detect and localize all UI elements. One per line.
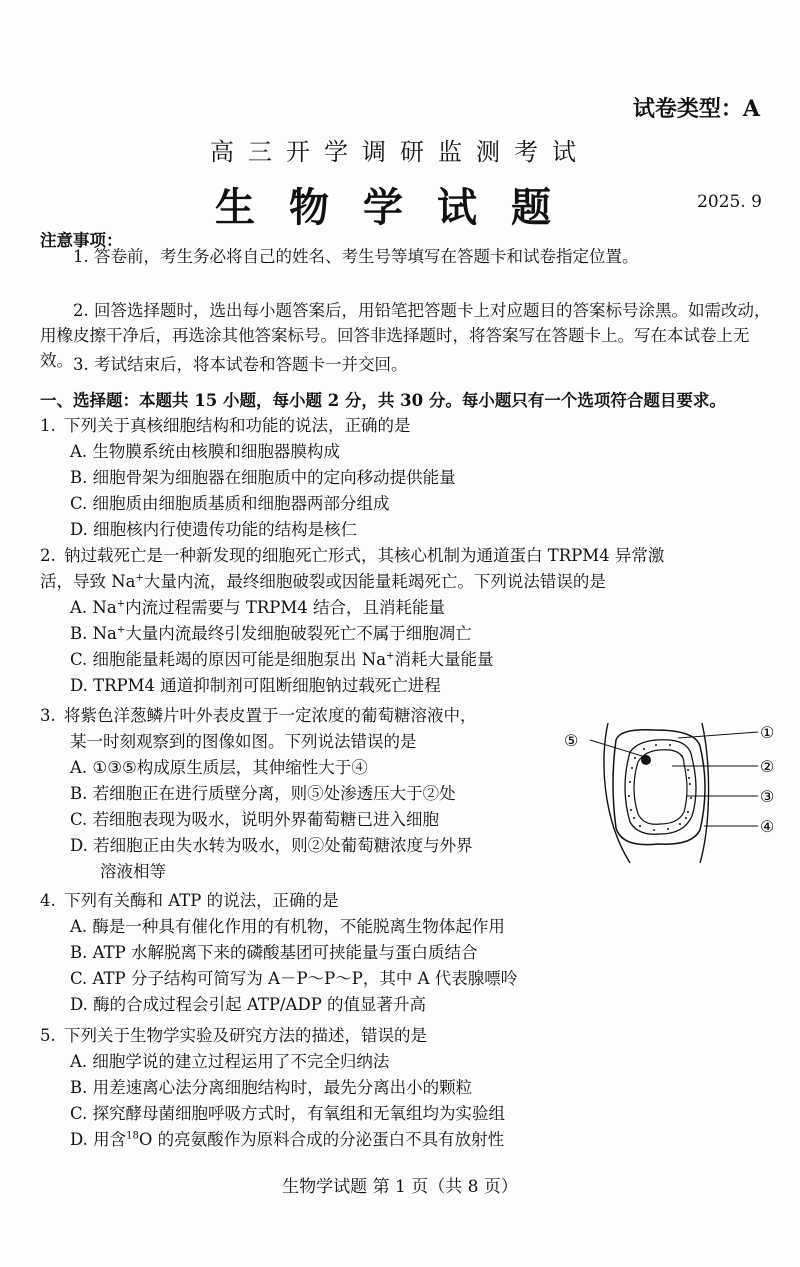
question-stem-line1: 将紫色洋葱鳞片叶外表皮置于一定浓度的葡萄糖溶液中， bbox=[64, 706, 477, 725]
question-stem: 下列关于生物学实验及研究方法的描述，错误的是 bbox=[64, 1026, 427, 1045]
q1-option-c: C. 细胞质由细胞质基质和细胞器两部分组成 bbox=[70, 494, 390, 513]
label-3: ③ bbox=[760, 787, 775, 806]
question-4 bbox=[40, 887, 785, 911]
q4-option-c: C. ATP 分子结构可简写为 A－P～P～P，其中 A 代表腺嘌呤 bbox=[70, 969, 518, 988]
q3-option-a: A. ①③⑤构成原生质层，其伸缩性大于④ bbox=[70, 758, 368, 777]
notice-item-1: 1. 答卷前，考生务必将自己的姓名、考生号等填写在答题卡和试卷指定位置。 bbox=[73, 247, 639, 266]
q1-option-b: B. 细胞骨架为细胞器在细胞质中的定向移动提供能量 bbox=[70, 468, 456, 487]
q1-option-a: A. 生物膜系统由核膜和细胞器膜构成 bbox=[70, 442, 340, 461]
question-3-line2: 某一时刻观察到的图像如图。下列说法错误的是 bbox=[70, 732, 417, 751]
cell-wall bbox=[613, 730, 705, 845]
paper-type-label: 试卷类型：A bbox=[632, 96, 760, 122]
page-footer: 生物学试题 第 1 页（共 8 页） bbox=[282, 1177, 518, 1197]
q5-option-d: D. 用含$^{18}$O 的亮氨酸作为原料合成的分泌蛋白不具有放射性 bbox=[70, 1130, 505, 1149]
q3-option-b: B. 若细胞正在进行质壁分离，则⑤处渗透压大于②处 bbox=[70, 784, 456, 803]
q5-option-a: A. 细胞学说的建立过程运用了不完全归纳法 bbox=[70, 1052, 390, 1071]
question-number: 4. bbox=[40, 891, 56, 910]
question-1 bbox=[40, 412, 785, 436]
question-number: 5. bbox=[40, 1026, 56, 1045]
subject-title: 生物学试题 bbox=[215, 184, 585, 231]
q4-option-d: D. 酶的合成过程会引起 ATP/ADP 的值显著升高 bbox=[70, 995, 427, 1014]
question-5 bbox=[40, 1022, 785, 1046]
q2-option-c: C. 细胞能量耗竭的原因可能是细胞泵出 Na+消耗大量能量 bbox=[70, 650, 494, 669]
q2-option-d: D. TRPM4 通道抑制剂可阻断细胞钠过载死亡进程 bbox=[70, 676, 441, 695]
q5-option-c: C. 探究酵母菌细胞呼吸方式时，有氧组和无氧组均为实验组 bbox=[70, 1104, 506, 1123]
notice-item-3: 3. 考试结束后，将本试卷和答题卡一并交回。 bbox=[73, 355, 408, 374]
question-2 bbox=[40, 542, 785, 566]
question-number: 3. bbox=[40, 706, 56, 725]
neighbor-cell-wall-left bbox=[604, 723, 630, 863]
question-2-line2: 活，导致 Na+大量内流，最终细胞破裂或因能量耗竭死亡。下列说法错误的是 bbox=[40, 572, 606, 591]
q3-option-d: D. 若细胞正由失水转为吸水，则②处葡萄糖浓度与外界 bbox=[70, 836, 473, 855]
label-5: ⑤ bbox=[564, 731, 579, 750]
q5-option-b: B. 用差速离心法分离细胞结构时，最先分离出小的颗粒 bbox=[70, 1078, 473, 1097]
label-4: ④ bbox=[760, 817, 775, 836]
notice-item-2: 2. 回答选择题时，选出每小题答案后，用铅笔把答题卡上对应题目的答案标号涂黑。如需改动，用橡皮擦干净后，再选涂其他答案标号。回答非选择题时，将答案写在答题卡上。写在本试卷上无效。 bbox=[40, 301, 771, 370]
question-number: 1. bbox=[40, 416, 56, 435]
label-1: ① bbox=[760, 723, 775, 742]
nucleus bbox=[641, 755, 651, 765]
exam-date: 2025. 9 bbox=[697, 192, 762, 212]
q2-option-a: A. Na+内流过程需要与 TRPM4 结合，且消耗能量 bbox=[70, 598, 445, 617]
q1-option-d: D. 细胞核内行使遗传功能的结构是核仁 bbox=[70, 520, 358, 539]
plant-cell-diagram bbox=[560, 718, 785, 868]
q2-option-b: B. Na+大量内流最终引发细胞破裂死亡不属于细胞凋亡 bbox=[70, 624, 472, 643]
exam-name: 高三开学调研监测考试 bbox=[210, 138, 590, 166]
q4-option-a: A. 酶是一种具有催化作用的有机物，不能脱离生物体起作用 bbox=[70, 917, 505, 936]
q4-option-b: B. ATP 水解脱离下来的磷酸基团可挟能量与蛋白质结合 bbox=[70, 943, 478, 962]
question-stem: 下列关于真核细胞结构和功能的说法，正确的是 bbox=[64, 416, 411, 435]
question-number: 2. bbox=[40, 546, 56, 565]
notice-title: 注意事项： bbox=[40, 231, 123, 250]
label-2: ② bbox=[760, 757, 775, 776]
question-stem-line1: 钠过载死亡是一种新发现的细胞死亡形式，其核心机制为通道蛋白 TRPM4 异常激 bbox=[64, 546, 665, 565]
section-1-title: 一、选择题：本题共 15 小题，每小题 2 分，共 30 分。每小题只有一个选项符合题目要求。 bbox=[40, 391, 726, 410]
question-stem: 下列有关酶和 ATP 的说法，正确的是 bbox=[64, 891, 339, 910]
q3-option-c: C. 若细胞表现为吸水，说明外界葡萄糖已进入细胞 bbox=[70, 810, 440, 829]
q3-option-d-continued: 溶液相等 bbox=[100, 862, 166, 881]
